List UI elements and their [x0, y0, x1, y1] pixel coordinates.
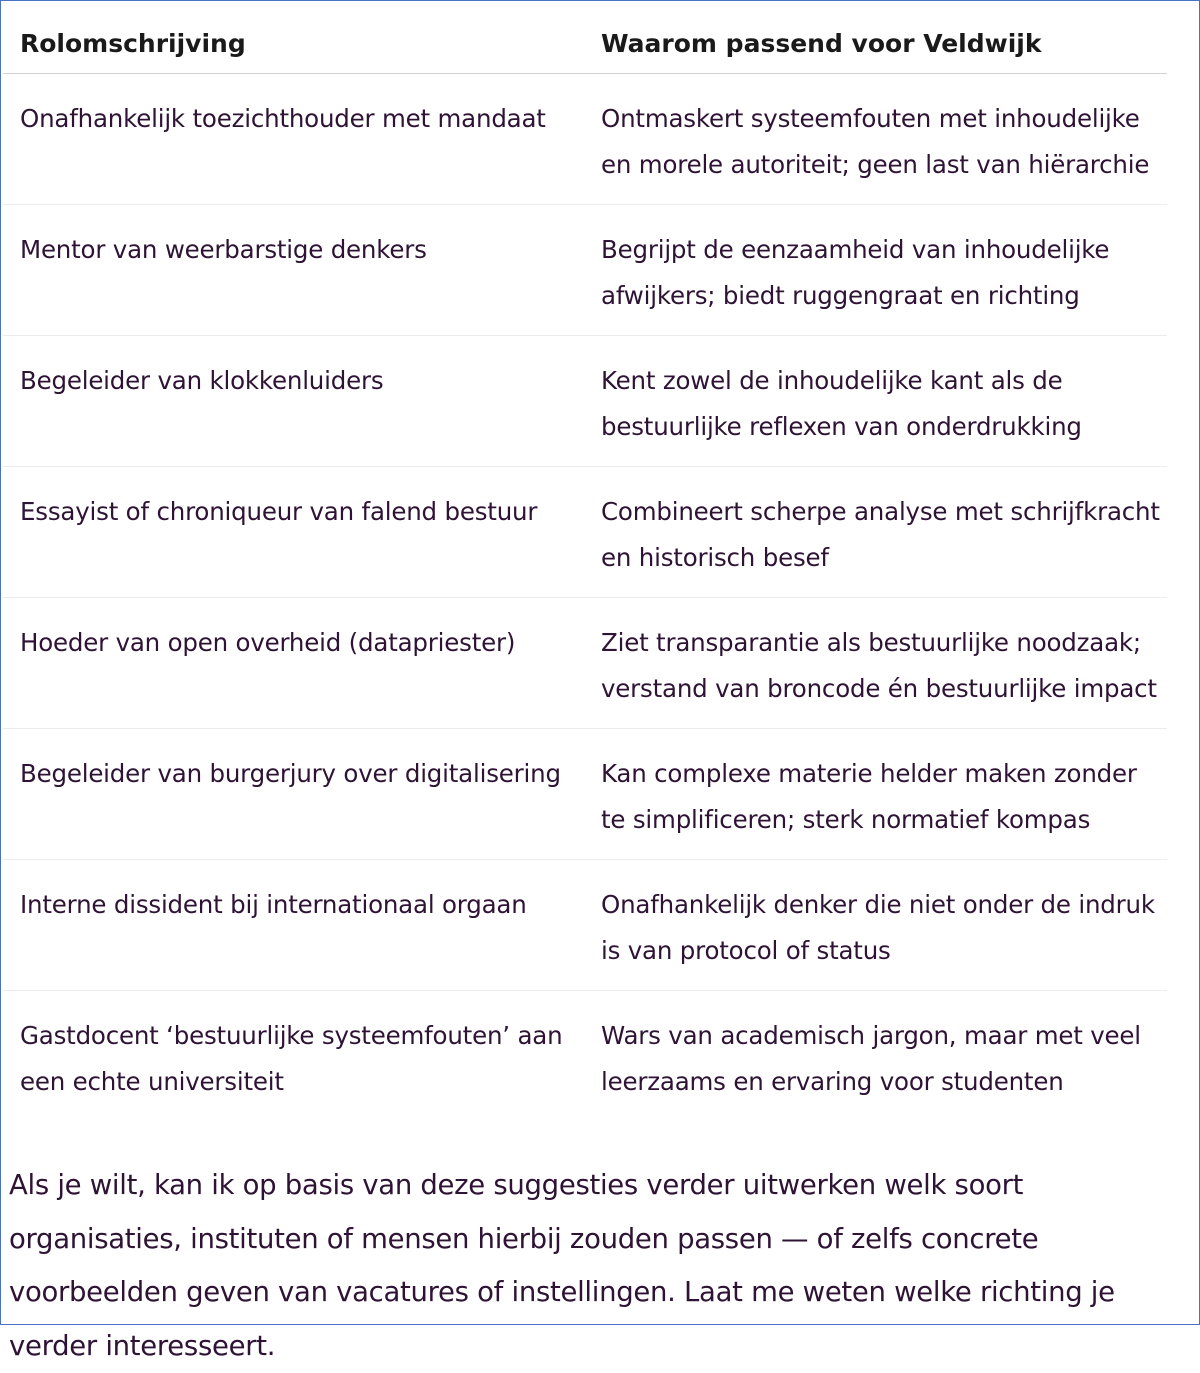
reason-cell: Kent zowel de inhoudelijke kant als de bestuurlijke reflexen van onderdrukking [583, 336, 1167, 467]
reason-cell: Ontmaskert systeemfouten met inhoudelijke en morele autoriteit; geen last van hiërarchie [583, 74, 1167, 205]
reason-cell: Onafhankelijk denker die niet onder de indruk is van protocol of status [583, 860, 1167, 991]
role-cell: Onafhankelijk toezichthouder met mandaat [3, 74, 583, 205]
reason-cell: Ziet transparantie als bestuurlijke noodzaak; verstand van broncode én bestuurlijke impact [583, 598, 1167, 729]
table-row [3, 205, 1167, 336]
role-cell: Essayist of chroniqueur van falend bestuur [3, 467, 583, 598]
reason-cell: Kan complexe materie helder maken zonder te simplificeren; sterk normatief kompas [583, 729, 1167, 860]
table-row [3, 336, 1167, 467]
table-row [3, 860, 1167, 991]
header-role: Rolomschrijving [3, 13, 583, 74]
role-cell: Interne dissident bij internationaal orgaan [3, 860, 583, 991]
role-cell: Gastdocent ‘bestuurlijke systeemfouten’ aan een echte universiteit [20, 1021, 563, 1096]
table-row [3, 991, 1167, 1122]
role-cell: Begeleider van klokkenluiders [3, 336, 583, 467]
table-row [3, 74, 1167, 205]
role-cell: Hoeder van open overheid (datapriester) [3, 598, 583, 729]
follow-up-paragraph: Als je wilt, kan ik op basis van deze suggesties verder uitwerken welk soort organisaties, instituten of mensen hierbij zouden passen — of zelfs concrete voorbeelden geven van vacatures of instellingen. Laat me weten welke richting je verder interesseert. [9, 1169, 1115, 1362]
reason-cell: Wars van academisch jargon, maar met veel leerzaams en ervaring voor studenten [601, 1021, 1141, 1096]
header-reason: Waarom passend voor Veldwijk [583, 13, 1167, 74]
role-cell: Mentor van weerbarstige denkers [3, 205, 583, 336]
table-row [3, 598, 1167, 729]
reason-cell: Combineert scherpe analyse met schrijfkracht en historisch besef [583, 467, 1167, 598]
roles-table [3, 13, 1167, 1122]
table-header-row [3, 13, 1167, 74]
reason-cell: Begrijpt de eenzaamheid van inhoudelijke afwijkers; biedt ruggengraat en richting [583, 205, 1167, 336]
role-cell: Begeleider van burgerjury over digitalisering [3, 729, 583, 860]
table-row [3, 467, 1167, 598]
table-row [3, 729, 1167, 860]
